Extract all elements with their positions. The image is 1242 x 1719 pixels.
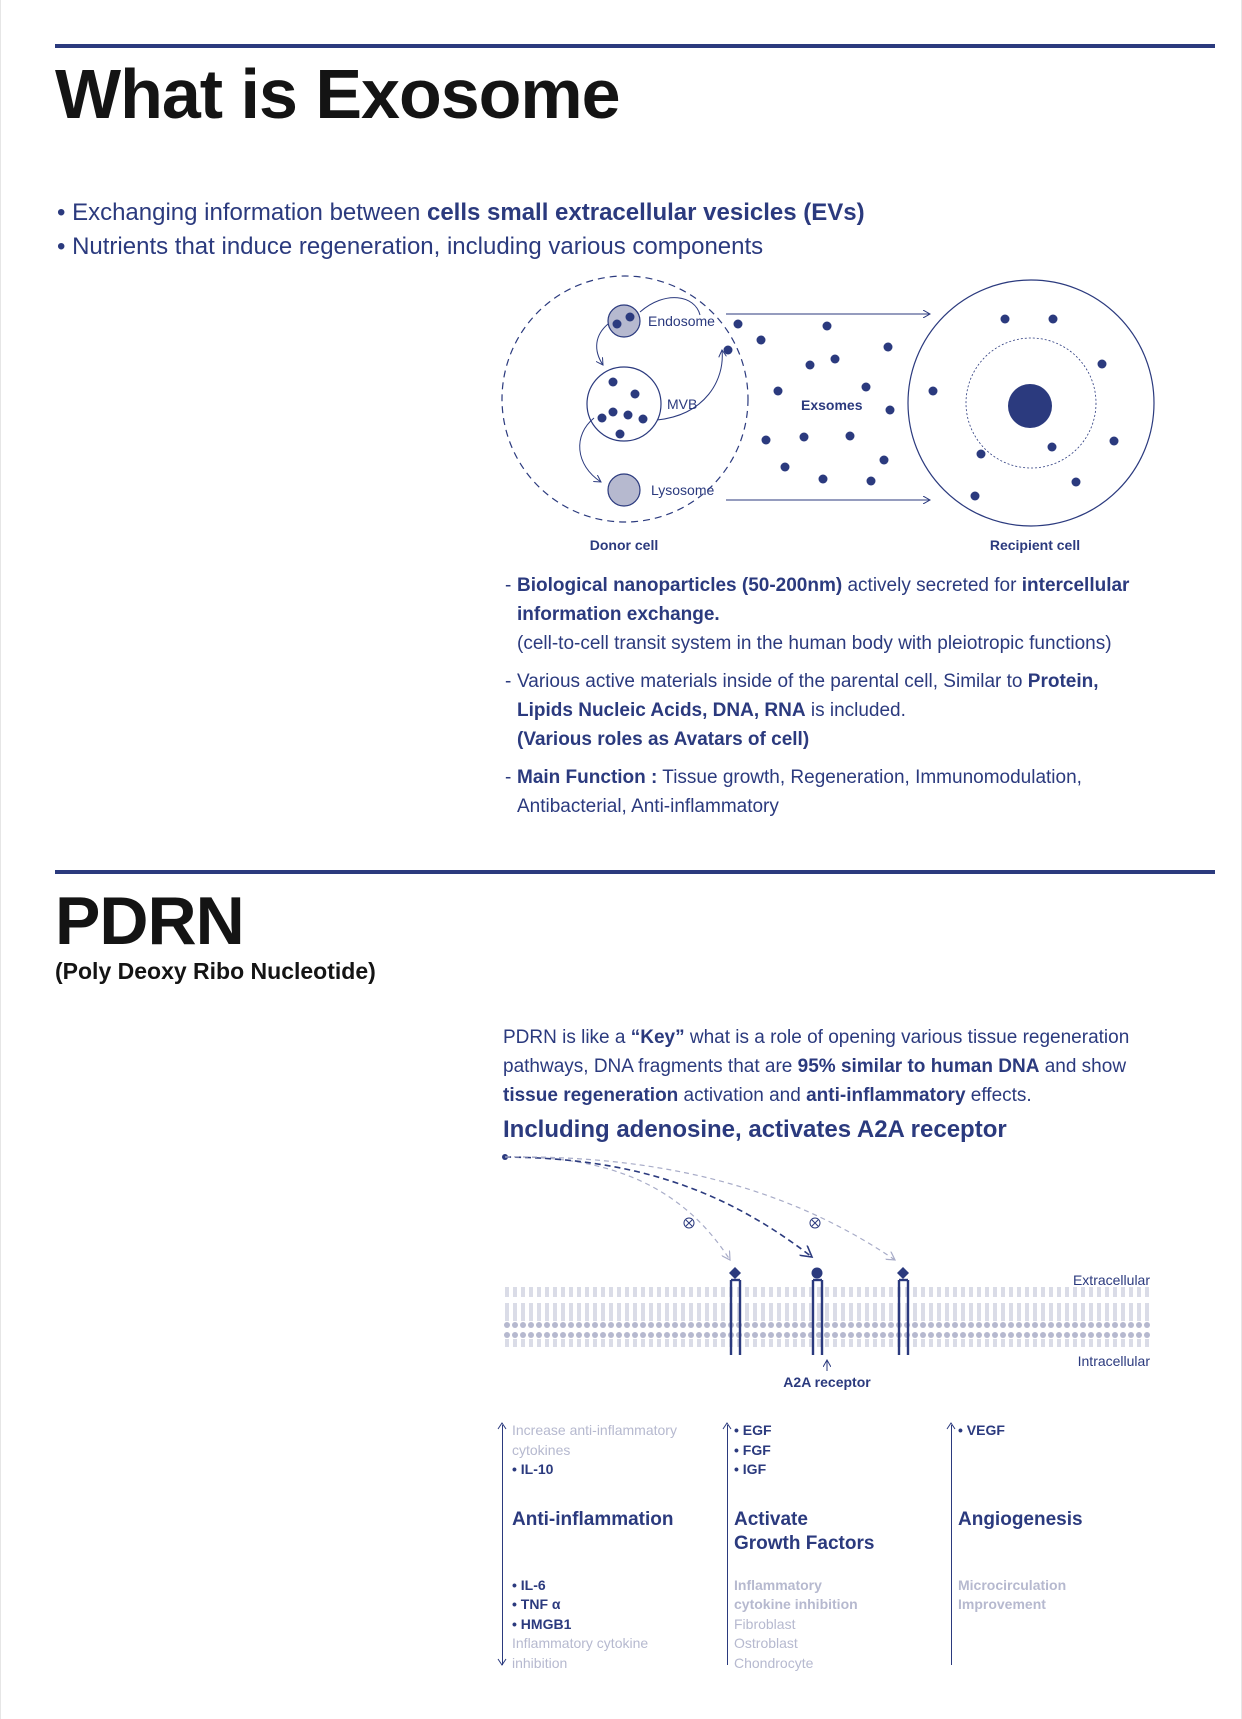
desc-1-bold-2: intercellular information exchange. xyxy=(517,575,1130,625)
pdrn-paragraph xyxy=(503,1023,1163,1110)
pdrn-p-5: effects. xyxy=(965,1085,1032,1106)
desc-2-plain-1: Various active materials inside of the parental cell, Similar to xyxy=(517,671,1028,692)
mvb xyxy=(587,367,661,441)
desc-1-note: (cell-to-cell transit system in the human body with pleiotropic functions) xyxy=(517,633,1112,654)
desc-1-bold-1: Biological nanoparticles (50-200nm) xyxy=(517,575,843,596)
lysosome-label: Lysosome xyxy=(651,482,715,498)
col-3-semi-1: Microcirculation xyxy=(958,1576,1067,1593)
desc-2-bold-1: Protein, Lipids Nucleic Acids, DNA, RNA xyxy=(517,671,1099,721)
endosome-label: Endosome xyxy=(648,313,715,329)
col-3-title: Angiogenesis xyxy=(958,1508,1083,1530)
col-2-pale-fibroblast: Fibroblast xyxy=(734,1615,796,1632)
col-1-down-arrow-icon xyxy=(498,1659,506,1665)
pdrn-p-4: activation and xyxy=(678,1085,807,1106)
bullet-2-text: Nutrients that induce regeneration, including various components xyxy=(72,233,764,260)
desc-item-1: - Biological nanoparticles (50-200nm) actively secreted for intercellular information exchange. (cell-to-cell transit system in the human body with pleiotropic functions) xyxy=(505,575,1130,654)
desc-2-bold-2: (Various roles as Avatars of cell) xyxy=(517,729,810,750)
mvb-label: MVB xyxy=(667,396,698,412)
pdrn-p-2: what is a role of opening various tissue regeneration pathways, DNA fragments that are xyxy=(503,1027,1130,1077)
col-1-bottom-pale-2: inhibition xyxy=(512,1654,568,1671)
nucleus xyxy=(1008,384,1052,428)
col-1-bottom-pale-1: Inflammatory cytokine xyxy=(512,1635,649,1651)
pdrn-p-bold-4: anti-inflammatory xyxy=(806,1085,966,1106)
col-2-title-2: Growth Factors xyxy=(734,1532,875,1554)
col-2-up-arrow-icon xyxy=(723,1423,731,1429)
desc-item-2: - Various active materials inside of the parental cell, Similar to Protein, Lipids Nucleic Acids, DNA, RNA is included. (Various roles as Avatars of cell) xyxy=(505,671,1099,750)
col-3-up-arrow-icon xyxy=(947,1423,955,1429)
desc-3-plain: Tissue growth, Regeneration, Immunomodulation, Antibacterial, Anti-inflammatory xyxy=(517,767,1082,817)
col-1-item-il6: • IL-6 xyxy=(512,1576,546,1593)
section-rule-pdrn xyxy=(55,870,1215,874)
col-1-title: Anti-inflammation xyxy=(512,1508,674,1530)
pdrn-title: PDRN xyxy=(55,883,244,959)
intracellular-label: Intracellular xyxy=(1077,1353,1150,1369)
bullet-1: • Exchanging information between cells small extracellular vesicles (EVs) xyxy=(57,199,865,226)
exosome-description xyxy=(505,571,1145,830)
col-1-item-hmgb1: • HMGB1 xyxy=(512,1615,572,1632)
lysosome xyxy=(608,474,640,506)
exosome-bullets xyxy=(57,196,865,264)
pdrn-p-3: and show xyxy=(1039,1056,1127,1077)
section-rule-top xyxy=(55,44,1215,48)
col-2-item-egf: • EGF xyxy=(734,1422,772,1438)
pdrn-p-1: PDRN is like a xyxy=(503,1027,631,1048)
pdrn-heading: Including adenosine, activates A2A receptor xyxy=(503,1116,1007,1143)
recipient-label: Recipient cell xyxy=(989,537,1081,553)
col-2-item-igf: • IGF xyxy=(734,1461,767,1477)
bullet-1-bold: cells small extracellular vesicles (EVs) xyxy=(426,199,865,226)
col-2-semi-2: cytokine inhibition xyxy=(734,1596,858,1612)
col-3-semi-2: Improvement xyxy=(958,1596,1046,1612)
exosome-diagram xyxy=(490,270,1170,560)
pdrn-p-bold-1: “Key” xyxy=(630,1027,685,1048)
exosome-title: What is Exosome xyxy=(55,55,620,133)
bullet-1-text: Exchanging information between xyxy=(72,199,427,226)
pdrn-p-bold-2: 95% similar to human DNA xyxy=(797,1056,1040,1077)
desc-1-plain: actively secreted for xyxy=(842,575,1022,596)
col-2-semi-1: Inflammatory xyxy=(734,1576,822,1593)
cell-membrane xyxy=(503,1287,1151,1347)
col-1-up-arrow-icon xyxy=(498,1423,506,1429)
receptor-diagram xyxy=(495,1150,1155,1395)
col-1-item-tnf: • TNF α xyxy=(512,1596,561,1612)
col-2-pale-chondrocyte: Chondrocyte xyxy=(734,1654,814,1671)
bullet-2: • Nutrients that induce regeneration, including various components xyxy=(57,233,764,260)
column-arrows xyxy=(495,1419,965,1674)
col-2-item-fgf: • FGF xyxy=(734,1441,771,1458)
pdrn-p-bold-3: tissue regeneration xyxy=(503,1085,679,1106)
desc-3-bold: Main Function : xyxy=(517,767,658,788)
col-angiogenesis xyxy=(958,1421,1168,1615)
a2a-label: A2A receptor xyxy=(783,1374,871,1390)
exsomes-label: Exsomes xyxy=(801,397,863,413)
col-1-item-il10: • IL-10 xyxy=(512,1461,554,1477)
donor-label: Donor cell xyxy=(589,537,659,553)
col-1-top-pale-2: cytokines xyxy=(512,1441,571,1458)
col-2-title-1: Activate xyxy=(734,1508,808,1530)
col-1-top-pale-1: Increase anti-inflammatory xyxy=(512,1422,677,1438)
desc-2-plain-2: is included. xyxy=(805,700,906,721)
desc-item-3: - Main Function : Tissue growth, Regeneration, Immunomodulation, Antibacterial, Anti-inflammatory xyxy=(505,767,1082,817)
extracellular-label: Extracellular xyxy=(1072,1272,1150,1288)
endosome xyxy=(608,305,640,337)
pdrn-subtitle: (Poly Deoxy Ribo Nucleotide) xyxy=(55,958,376,984)
col-2-pale-ostroblast: Ostroblast xyxy=(734,1635,798,1651)
col-3-item-vegf: • VEGF xyxy=(958,1422,1005,1438)
